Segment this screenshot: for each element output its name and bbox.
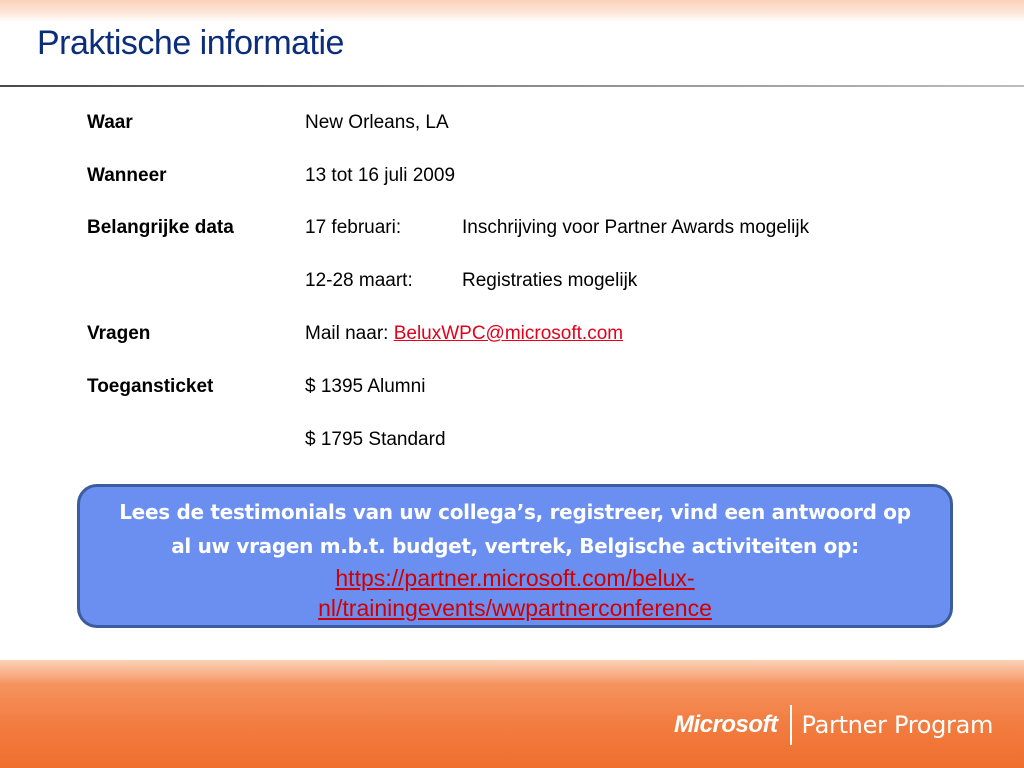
footer-shine (0, 660, 1024, 684)
vragen-label: Vragen (87, 323, 151, 344)
microsoft-partner-logo (674, 702, 993, 748)
info-row-belangrijke-data (0, 214, 1024, 242)
info-row-wanneer (0, 162, 1024, 190)
callout-box (77, 484, 953, 628)
date-1-desc: Inschrijving voor Partner Awards mogelijk (462, 217, 810, 238)
belangrijke-data-label: Belangrijke data (87, 217, 234, 238)
info-row-vragen (0, 320, 1024, 348)
waar-value: New Orleans, LA (305, 112, 449, 133)
vragen-value (305, 320, 623, 348)
price-standard: $ 1795 Standard (305, 429, 446, 450)
conference-link[interactable] (80, 563, 950, 623)
date-2: 12-28 maart: (305, 270, 413, 291)
info-row-toegansticket (0, 373, 1024, 401)
info-row-belangrijke-data-2 (0, 267, 1024, 295)
conference-link-line-1[interactable]: https://partner.microsoft.com/belux- (335, 565, 695, 591)
callout-line-1: Lees de testimonials van uw collega’s, registreer, vind een antwoord op (119, 500, 911, 524)
wanneer-label: Wanneer (87, 165, 167, 186)
info-row-waar (0, 109, 1024, 137)
date-1: 17 februari: (305, 217, 402, 238)
title-divider (0, 85, 1024, 87)
mail-prefix: Mail naar: (305, 323, 394, 344)
waar-label: Waar (87, 112, 133, 133)
email-link[interactable]: BeluxWPC@microsoft.com (393, 323, 624, 344)
conference-link-line-2[interactable]: nl/trainingevents/wwpartnerconference (318, 595, 712, 621)
top-decor-band (0, 0, 1024, 22)
callout-line-2: al uw vragen m.b.t. budget, vertrek, Belgische activiteiten op: (171, 534, 859, 558)
price-alumni: $ 1395 Alumni (305, 376, 426, 397)
microsoft-wordmark: Microsoft (674, 711, 778, 738)
toegansticket-label: Toegansticket (87, 376, 214, 397)
date-2-desc: Registraties mogelijk (462, 270, 638, 291)
logo-separator (790, 705, 792, 745)
info-row-toegansticket-2 (0, 426, 1024, 454)
wanneer-value: 13 tot 16 juli 2009 (305, 165, 456, 186)
slide-title: Praktische informatie (37, 24, 344, 62)
partner-program-label: Partner Program (801, 711, 994, 739)
